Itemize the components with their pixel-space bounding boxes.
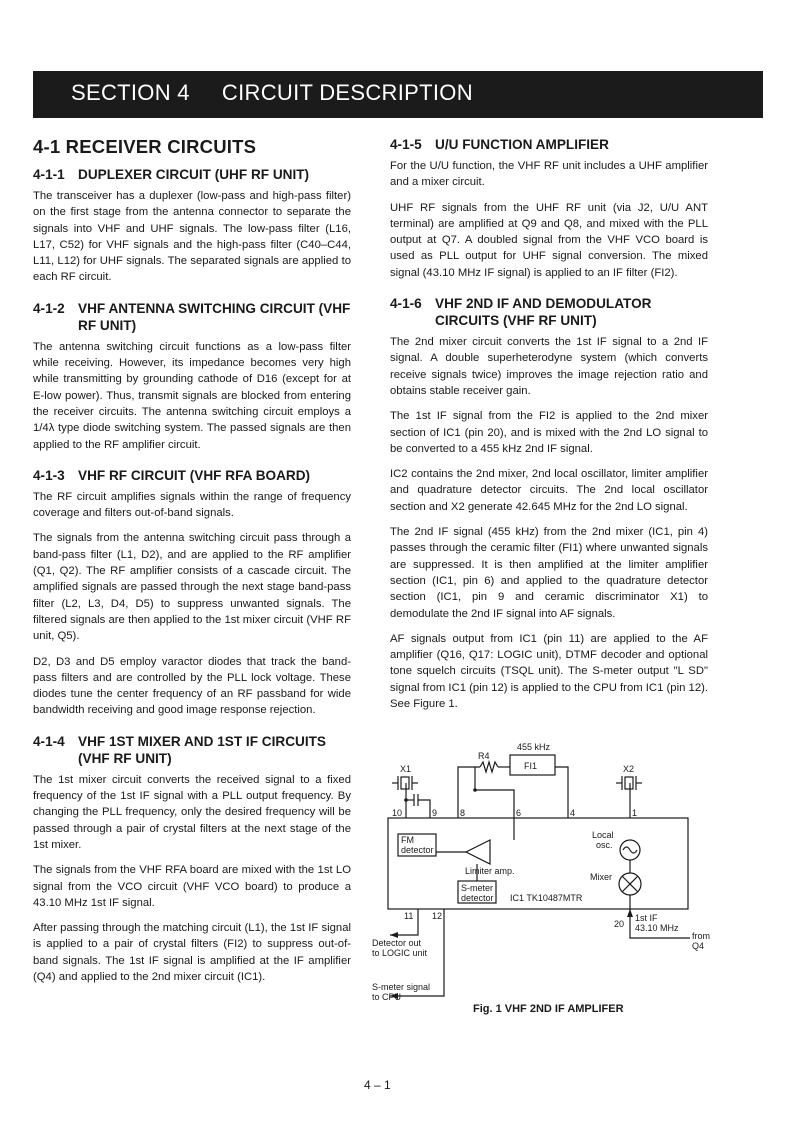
section-title: VHF ANTENNA SWITCHING CIRCUIT (VHF RF UNIT) <box>78 300 351 333</box>
label-if-2: 43.10 MHz <box>635 923 679 933</box>
section-title: DUPLEXER CIRCUIT (UHF RF UNIT) <box>78 167 310 182</box>
paragraph: The antenna switching circuit functions as a low-pass filter while receiving. However, its impedance becomes very high while transmitting by grounding cathode of D16 (except for at E-low power). Thus, transmit signals are blocked from entering the receiver circuits. The antenna switching circuit employs a 1/4λ type diode switching system. The passed signals are then applied to the RF amplifier circuit. <box>33 340 351 451</box>
section-number: 4-1-4 <box>33 733 65 749</box>
section-number: 4-1-1 <box>33 167 65 182</box>
section-title: VHF 1ST MIXER AND 1ST IF CIRCUITS (VHF RF UNIT) <box>78 733 326 766</box>
section-heading <box>390 295 708 329</box>
label-ic-name: IC1 TK10487MTR <box>510 893 583 903</box>
section-4-1-5 <box>390 136 708 281</box>
section-4-1-6 <box>390 295 708 712</box>
limiter-amp-triangle <box>466 840 490 864</box>
section-title: VHF RF CIRCUIT (VHF RFA BOARD) <box>78 467 311 483</box>
label-pin1: 1 <box>632 808 638 818</box>
label-fi1: FI1 <box>524 761 538 771</box>
label-fm-2: detector <box>401 845 434 855</box>
section-number: 4-1-2 <box>33 300 65 316</box>
section-heading <box>33 300 351 334</box>
label-from-1: from <box>692 931 710 941</box>
label-pin11: 11 <box>404 911 414 921</box>
section-heading <box>33 166 351 183</box>
paragraph: The 2nd IF signal (455 kHz) from the 2nd mixer (IC1, pin 4) passes through the ceramic filter (FI1) where unwanted signals are suppressed. It is then amplified at the limiter amplifier section (IC1, pin 6) and applied to the quadrature detector section (IC1, pin 9 and ceramic discriminator X1) to demodulate the 2nd IF signal into AF signals. <box>390 526 708 620</box>
paragraph: After passing through the matching circuit (L1), the 1st IF signal is applied to a pair of crystal filters (FI2) to suppress out-of-band signals. The 1st IF signal is amplified at the IF amplifier (Q4) and applied to the 2nd mixer circuit (IC1). <box>33 922 351 983</box>
paragraph: AF signals output from IC1 (pin 11) are applied to the AF amplifier (Q16, Q17: LOGIC unit), DTMF decoder and optional tone squelch circuits (TSQL unit). The S-meter output "L SD" signal from IC1 (pin 12) is applied to the CPU from IC1 (pin 12). See Figure 1. <box>390 632 708 711</box>
left-column <box>33 136 351 994</box>
section-heading <box>33 467 351 484</box>
page-heading: 4-1 RECEIVER CIRCUITS <box>33 136 257 157</box>
section-banner <box>33 71 763 118</box>
paragraph: For the U/U function, the VHF RF unit includes a UHF amplifier and a mixer circuit. <box>390 160 708 189</box>
label-pin10: 10 <box>392 808 403 818</box>
section-heading <box>390 136 708 153</box>
r4-resistor <box>480 762 498 772</box>
circuit-figure <box>370 738 710 1020</box>
label-fm-1: FM <box>401 835 414 845</box>
label-smeter-1: S-meter <box>461 883 494 893</box>
section-title: U/U FUNCTION AMPLIFIER <box>435 137 609 152</box>
paragraph: The 1st mixer circuit converts the received signal to a fixed frequency of the 1st IF signal with a PLL output frequency. By changing the PLL frequency, only the desired frequency will be passed through a pair of crystal filters at the next stage of the 1st mixer. <box>33 773 351 851</box>
paragraph: IC2 contains the 2nd mixer, 2nd local oscillator, limiter amplifier and quadrature detector circuits. The 2nd local oscillator section and X2 generate 42.645 MHz for the 2nd LO signal. <box>390 468 708 513</box>
paragraph: The 2nd mixer circuit converts the 1st IF signal to a 2nd IF signal. A double superheterodyne system (which converts receive signals twice) improves the image rejection ratio and obtains stable receiver gain. <box>390 336 708 397</box>
label-smeter-2: detector <box>461 893 494 903</box>
label-local-2: osc. <box>596 840 613 850</box>
paragraph: D2, D3 and D5 employ varactor diodes that track the band-pass filters and are controlled by the PLL lock voltage. These diodes tune the center frequency of an RF passband for wide bandwidth receiving and good image response rejection. <box>33 655 351 717</box>
label-if-1: 1st IF <box>635 913 658 923</box>
section-title: SECTION 4 CIRCUIT DESCRIPTION <box>71 80 473 105</box>
label-detout-1: Detector out <box>372 938 422 948</box>
label-455khz: 455 kHz <box>517 742 551 752</box>
section-number: 4-1-3 <box>33 467 65 483</box>
section-4-1-1 <box>33 166 351 286</box>
label-x1: X1 <box>400 764 412 774</box>
label-x2: X2 <box>623 764 635 774</box>
right-column <box>390 136 708 721</box>
section-number: 4-1-6 <box>390 296 422 312</box>
section-4-1-4 <box>33 733 351 986</box>
label-smsig-1: S-meter signal <box>372 982 431 992</box>
paragraph: The 1st IF signal from the FI2 is applied to the 2nd mixer section of IC1 (pin 20), and is mixed with the 2nd LO signal to be converted to a 455 kHz 2nd IF signal. <box>390 410 708 455</box>
page-number: 4 – 1 <box>364 1078 391 1092</box>
label-local-1: Local <box>592 830 614 840</box>
paragraph: The signals from the VHF RFA board are mixed with the 1st LO signal from the VCO circuit (VHF VCO board) to produce a 43.10 MHz 1st IF signal. <box>33 864 351 909</box>
paragraph: The transceiver has a duplexer (low-pass and high-pass filter) on the first stage from the antenna connector to separate the signals into VHF and UHF signals. The low-pass filter (L16, L17, C52) for VHF signals and the high-pass filter (C40–C44, L11, L12) for UHF signals. The separated signals are applied to each RF circuit. <box>33 190 351 284</box>
label-detout-2: to LOGIC unit <box>372 948 428 958</box>
label-mixer: Mixer <box>590 872 612 882</box>
label-smsig-2: to CPU <box>372 992 402 1002</box>
figure-caption: Fig. 1 VHF 2ND IF AMPLIFER <box>473 1003 624 1015</box>
section-4-1-3 <box>33 467 351 719</box>
label-from-2: Q4 <box>692 941 705 951</box>
label-limiter: Limiter amp. <box>465 866 515 876</box>
label-pin20: 20 <box>614 919 625 929</box>
section-title: VHF 2ND IF AND DEMODULATOR CIRCUITS (VHF RF UNIT) <box>435 296 652 329</box>
paragraph: UHF RF signals from the UHF RF unit (via J2, U/U ANT terminal) are amplified at Q9 and Q8, and mixed with the PLL output at Q7. A doubled signal from the VHF VCO board is used as PLL output for UHF signal conversion. The mixed signal (43.10 MHz IF signal) is applied to an IF filter (FI2). <box>390 201 708 279</box>
label-pin6: 6 <box>516 808 522 818</box>
section-number: 4-1-5 <box>390 137 422 152</box>
left-sections <box>33 166 351 985</box>
section-4-1-2 <box>33 300 351 453</box>
label-pin8: 8 <box>460 808 466 818</box>
section-heading <box>33 733 351 767</box>
right-sections <box>390 136 708 712</box>
label-pin4: 4 <box>570 808 576 818</box>
paragraph: The signals from the antenna switching circuit pass through a band-pass filter (L1, D2), and are applied to the RF amplifier (Q1, Q2). The RF amplifier consists of a cascade circuit. The amplified signals are passed through the next stage band-pass filter (L2, L3, D4, D5) to suppress unwanted signals. The filtered signals are then applied to the 1st mixer circuit (VHF RF unit, Q5). <box>33 532 351 643</box>
paragraph: The RF circuit amplifies signals within the range of frequency coverage and filters out-of-band signals. <box>33 490 351 520</box>
label-r4: R4 <box>478 751 490 761</box>
label-pin9: 9 <box>432 808 438 818</box>
label-pin12: 12 <box>432 911 443 921</box>
circuit-diagram <box>370 738 710 1020</box>
